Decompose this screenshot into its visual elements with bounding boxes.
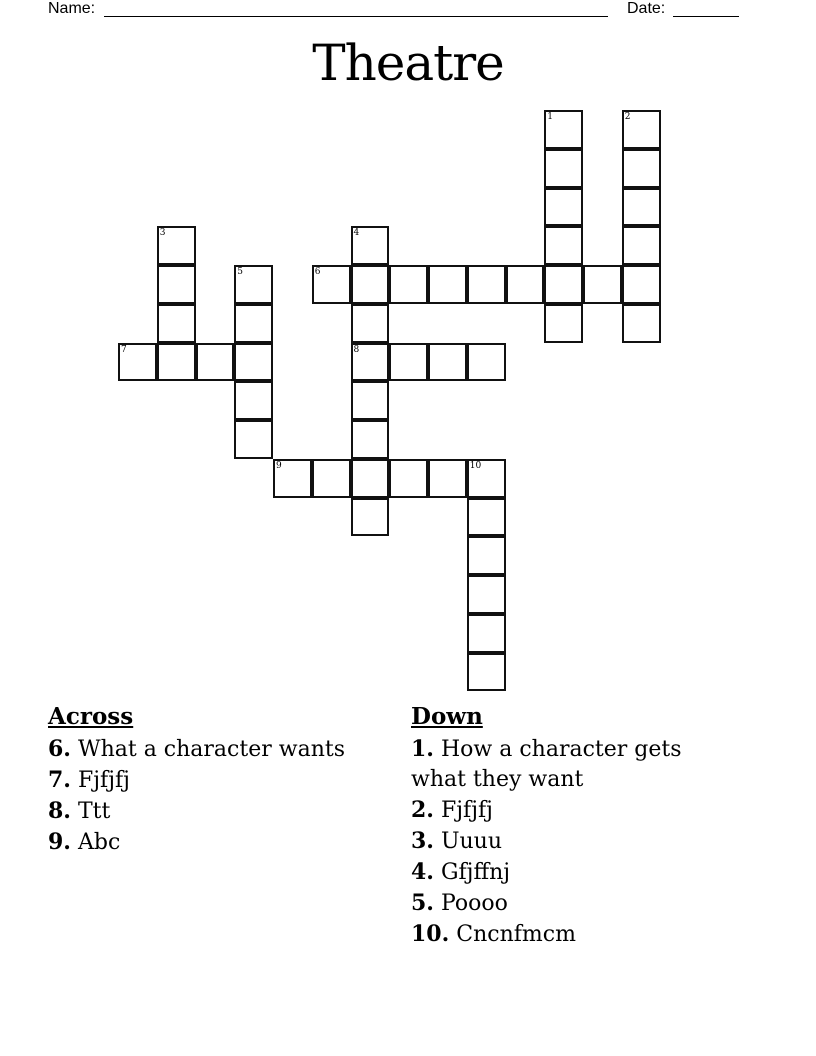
grid-cell[interactable] <box>312 265 351 304</box>
down-heading: Down <box>411 703 483 730</box>
down-clues <box>411 702 731 950</box>
grid-cell[interactable] <box>544 188 583 227</box>
clue-down-2: 2. Fjfjfj <box>411 797 493 823</box>
grid-cell[interactable] <box>467 343 506 382</box>
grid-cell[interactable] <box>234 265 273 304</box>
grid-cell[interactable] <box>157 226 196 265</box>
grid-cell[interactable] <box>389 343 428 382</box>
grid-cell[interactable] <box>622 110 661 149</box>
grid-cell[interactable] <box>351 343 390 382</box>
grid-cell[interactable] <box>467 653 506 692</box>
clue-number: 9 <box>276 460 282 471</box>
clue-down-5: 5. Poooo <box>411 890 508 916</box>
clue-across-8: 8. Ttt <box>48 798 111 824</box>
grid-cell[interactable] <box>351 498 390 537</box>
name-label: Name: <box>48 0 96 17</box>
clue-across-7: 7. Fjfjfj <box>48 767 130 793</box>
grid-cell[interactable] <box>622 265 661 304</box>
clue-down-10: 10. Cncnfmcm <box>411 921 576 947</box>
grid-cell[interactable] <box>351 226 390 265</box>
grid-cell[interactable] <box>544 149 583 188</box>
grid-cell[interactable] <box>428 265 467 304</box>
down-clue-list <box>411 734 731 950</box>
clue-number: 6 <box>314 267 321 277</box>
grid-cell[interactable] <box>622 226 661 265</box>
clue-down-1: 1. How a character gets what they want <box>411 736 682 792</box>
grid-cell[interactable] <box>583 265 622 304</box>
grid-cell[interactable] <box>273 459 312 498</box>
grid-cell[interactable] <box>467 265 506 304</box>
grid-cell[interactable] <box>467 459 506 498</box>
name-date-header <box>48 0 748 20</box>
grid-cell[interactable] <box>467 536 506 575</box>
clue-number: 3 <box>159 228 166 239</box>
clue-number: 10 <box>469 460 482 471</box>
date-field[interactable] <box>673 16 739 17</box>
clue-number: 5 <box>237 267 243 277</box>
clue-across-9: 9. Abc <box>48 829 121 855</box>
grid-cell[interactable] <box>544 304 583 343</box>
clue-down-3: 3. Uuuu <box>411 828 503 854</box>
grid-cell[interactable] <box>622 188 661 227</box>
clue-across-6: 6. What a character wants <box>48 736 345 762</box>
clue-number: 4 <box>353 228 360 239</box>
across-clues <box>48 702 348 858</box>
clue-number: 7 <box>121 344 127 355</box>
grid-cell[interactable] <box>544 265 583 304</box>
grid-cell[interactable] <box>351 459 390 498</box>
grid-cell[interactable] <box>544 226 583 265</box>
grid-cell[interactable] <box>351 420 390 459</box>
grid-cell[interactable] <box>428 459 467 498</box>
grid-cell[interactable] <box>622 149 661 188</box>
grid-cell[interactable] <box>467 575 506 614</box>
across-heading: Across <box>48 703 134 730</box>
clue-down-4: 4. Gfjffnj <box>411 859 511 885</box>
grid-cell[interactable] <box>351 304 390 343</box>
grid-cell[interactable] <box>118 343 157 382</box>
grid-cell[interactable] <box>622 304 661 343</box>
grid-cell[interactable] <box>428 343 467 382</box>
clue-number: 8 <box>353 344 360 355</box>
grid-cell[interactable] <box>467 498 506 537</box>
date-label: Date: <box>627 0 666 17</box>
grid-cell[interactable] <box>157 343 196 382</box>
grid-cell[interactable] <box>351 381 390 420</box>
grid-cell[interactable] <box>234 343 273 382</box>
grid-cell[interactable] <box>234 381 273 420</box>
grid-cell[interactable] <box>389 265 428 304</box>
grid-cell[interactable] <box>467 614 506 653</box>
crossword-grid <box>118 110 663 695</box>
grid-cell[interactable] <box>506 265 545 304</box>
grid-cell[interactable] <box>544 110 583 149</box>
grid-cell[interactable] <box>389 459 428 498</box>
grid-cell[interactable] <box>351 265 390 304</box>
grid-cell[interactable] <box>312 459 351 498</box>
clue-number: 1 <box>547 112 553 122</box>
grid-cell[interactable] <box>196 343 235 382</box>
grid-cell[interactable] <box>157 304 196 343</box>
across-clue-list <box>48 734 348 858</box>
name-field[interactable] <box>104 16 608 17</box>
grid-cell[interactable] <box>234 420 273 459</box>
grid-cell[interactable] <box>157 265 196 304</box>
puzzle-title: Theatre <box>312 34 504 92</box>
grid-cell[interactable] <box>234 304 273 343</box>
clue-number: 2 <box>624 112 631 122</box>
